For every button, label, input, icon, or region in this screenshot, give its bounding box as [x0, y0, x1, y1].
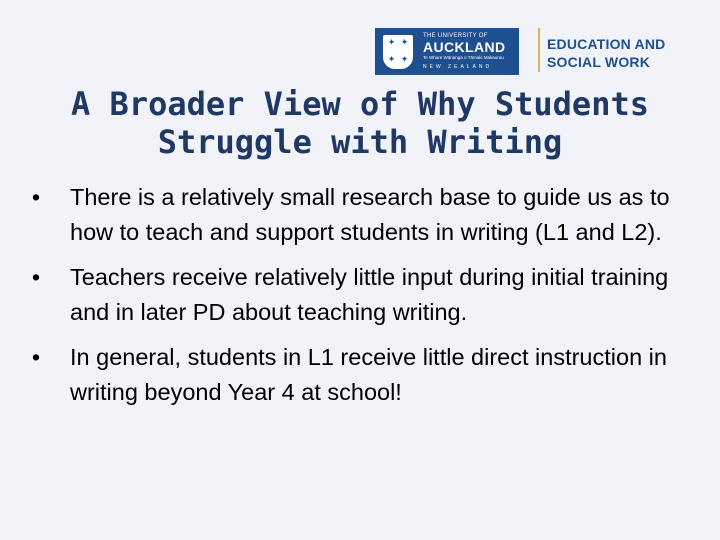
logo-line-2: AUCKLAND [423, 39, 506, 56]
logo-line-3: Te Whare Wānanga o Tāmaki Makaurau [423, 55, 504, 61]
bullet-icon: • [31, 184, 41, 210]
university-logo [375, 28, 519, 75]
bullet-icon: • [31, 344, 41, 370]
bullet-text: In general, students in L1 receive little direct instruction in writing beyond Year 4 at school! [70, 344, 667, 405]
logo-line-4: NEW ZEALAND [423, 63, 493, 70]
slide-title [0, 85, 720, 161]
faculty-line-1: EDUCATION AND [547, 36, 666, 52]
bullet-text: There is a relatively small research base to guide us as to how to teach and support students in writing (L1 and L2). [70, 184, 670, 245]
bullet-text: Teachers receive relatively little input during initial training and in later PD about teaching writing. [70, 264, 669, 325]
university-wordmark [423, 33, 506, 70]
bullet-item [26, 180, 696, 250]
slide-title-line-1: A Broader View of Why Students [71, 85, 649, 123]
logo-divider [538, 28, 540, 72]
faculty-name [547, 35, 665, 71]
crest-icon: ✦ ✦ ✦ ✦ [383, 35, 413, 69]
slide-title-line-2: Struggle with Writing [157, 123, 563, 161]
bullet-icon: • [31, 264, 41, 290]
bullet-list [26, 180, 696, 420]
faculty-line-2: SOCIAL WORK [547, 54, 651, 70]
bullet-item [26, 340, 696, 410]
logo-line-1: THE UNIVERSITY OF [423, 33, 488, 40]
bullet-item [26, 260, 696, 330]
